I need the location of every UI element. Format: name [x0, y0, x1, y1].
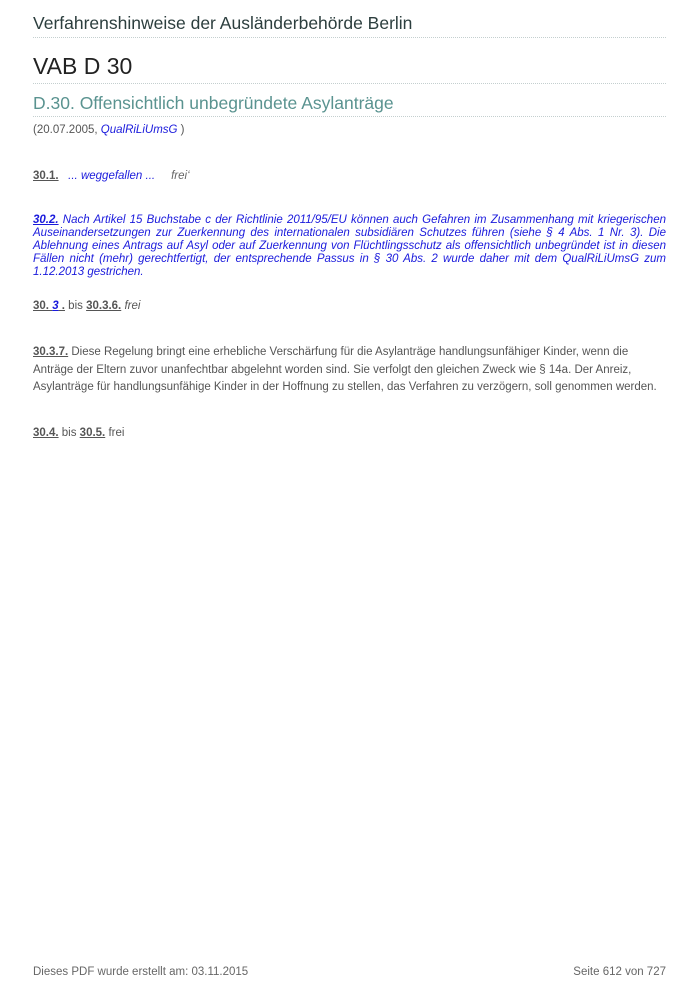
title-divider	[33, 83, 666, 84]
paragraph-30-2	[33, 214, 666, 279]
header-title: Verfahrenshinweise der Ausländerbehörde Berlin	[33, 13, 413, 33]
header-divider	[33, 37, 666, 38]
date-text: (20.07.2005,	[33, 124, 101, 136]
paragraph-number-dot: .	[58, 300, 65, 312]
paragraph-number-end[interactable]: 30.3.6.	[86, 300, 122, 312]
paragraph-suffix: frei	[105, 427, 125, 439]
footer-page-number: Seite 612 von 727	[573, 966, 666, 978]
paragraph-number[interactable]: 30.3.7.	[33, 346, 69, 358]
paragraph-suffix: frei‘	[171, 170, 190, 182]
paragraph-number-link[interactable]: 30.2.	[33, 214, 59, 226]
section-divider	[33, 116, 666, 117]
footer-created: Dieses PDF wurde erstellt am: 03.11.2015	[33, 966, 249, 978]
document-title: VAB D 30	[33, 53, 133, 79]
date-close: )	[177, 124, 185, 136]
paragraph-number[interactable]: 30.	[33, 300, 53, 312]
date-line	[33, 124, 185, 136]
paragraph-30-1	[33, 170, 666, 183]
paragraph-30-3-7	[33, 344, 666, 397]
range-word: bis	[64, 300, 87, 312]
paragraph-text: ... weggefallen ...	[68, 170, 156, 182]
qualrili-link[interactable]: QualRiLiUmsG	[100, 124, 178, 136]
range-word: bis	[58, 427, 80, 439]
paragraph-number-end[interactable]: 30.5.	[79, 427, 106, 439]
paragraph-suffix: frei	[121, 300, 141, 312]
paragraph-30-3	[33, 300, 666, 313]
paragraph-text: Nach Artikel 15 Buchstabe c der Richtlinie 2011/95/EU können auch Gefahren im Zusammenhang mit kriegerischen Auseinandersetzungen zur Zuerkennung des internationalen subsidiären Schutzes führen (siehe § 4 Abs. 1 Nr. 3). Die Ablehnung eines Antrags auf Asyl oder auf Zuerkennung von Flüchtlingsschutz als offensichtlich unbegründet ist in diesen Fällen nicht (mehr) gerechtfertigt, der entsprechende Passus in § 30 Abs. 2 wurde daher mit dem QualRiLiUmsG zum 1.12.2013 gestrichen.	[33, 214, 666, 278]
paragraph-30-4	[33, 427, 666, 440]
paragraph-number-link[interactable]: 3	[52, 300, 59, 312]
paragraph-number[interactable]: 30.4.	[33, 427, 59, 439]
paragraph-number[interactable]: 30.1.	[33, 170, 59, 182]
paragraph-text: Diese Regelung bringt eine erhebliche Verschärfung für die Asylanträge handlungsunfähiger Kinder, wenn die Anträge der Eltern zuvor unanfechtbar abgelehnt worden sind. Sie verfolgt den gleichen Zweck wie § 14a. Der Anreiz, Asylanträge für handlungsunfähige Kinder in der Hoffnung zu stellen, das Verfahren zu verzögern, soll genommen werden.	[33, 346, 657, 393]
section-title: D.30. Offensichtlich unbegründete Asylanträge	[33, 93, 394, 113]
